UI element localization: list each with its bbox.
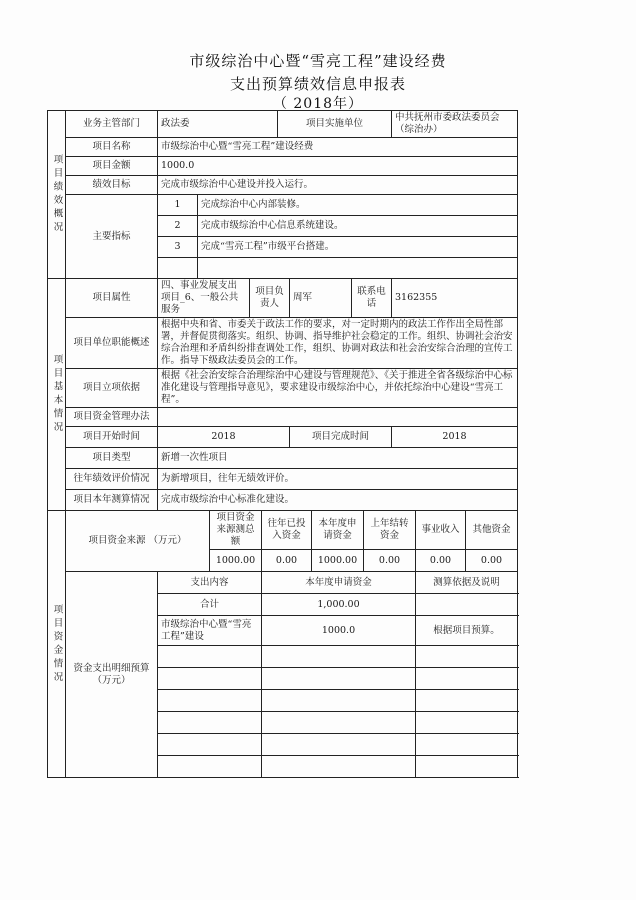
source-header: 往年已投入资金 [262,511,312,550]
detail-header: 支出内容 [158,572,262,594]
source-header: 事业收入 [416,511,466,550]
detail-note [416,646,518,668]
total-label: 合计 [158,594,262,616]
name-value: 市级综治中心暨“雪亮工程”建设经费 [158,138,518,157]
detail-item [158,646,262,668]
type-value: 新增一次性项目 [158,448,518,469]
source-header: 项目资金来源测总额 [210,511,262,550]
amount-value: 1000.0 [158,157,518,176]
owner-label: 项目负责人 [250,279,290,318]
attr-label: 项目属性 [66,279,158,318]
basis-label: 项目立项依据 [66,369,158,408]
total-value: 1,000.00 [262,594,416,616]
detail-item [158,690,262,712]
detail-note [416,756,518,778]
indicator-no: 3 [158,237,198,258]
impl-label: 项目实施单位 [278,111,392,138]
source-value: 0.00 [416,550,466,572]
source-header: 其他资金 [466,511,518,550]
document-title-line1: 市级综治中心暨“雪亮工程”建设经费 [189,52,447,70]
detail-note [416,690,518,712]
target-label: 项目本年测算情况 [66,490,158,511]
eval-value: 为新增项目，往年无绩效评价。 [158,469,518,490]
basic-table [47,278,518,511]
duty-label: 项目单位职能概述 [66,318,158,369]
type-label: 项目类型 [66,448,158,469]
basis-value: 根据《社会治安综合治理综治中心建设与管理规范》、《关于推进全省各级综治中心标准化建设与管理指导意见》，要求建设市级综治中心，并依托综治中心建设“雪亮工程”。 [158,369,518,408]
detail-item [158,712,262,734]
source-value: 0.00 [262,550,312,572]
detail-amount [262,668,416,690]
source-value: 0.00 [466,550,518,572]
indicator-no: 2 [158,216,198,237]
detail-header: 本年度申请资金 [262,572,416,594]
indicator-text: 完成市级综治中心信息系统建设。 [198,216,518,237]
detail-note [416,668,518,690]
indicator-text: 完成“雪亮工程”市级平台搭建。 [198,237,518,258]
goal-label: 绩效目标 [66,176,158,195]
indicators-label: 主要指标 [66,195,158,279]
dept-label: 业务主管部门 [66,111,158,138]
document-year: （ 2018年） [272,96,364,112]
owner-value: 周军 [290,279,352,318]
detail-item: 市级综治中心暨“雪亮工程”建设 [158,616,262,646]
detail-amount: 1000.0 [262,616,416,646]
detail-amount [262,756,416,778]
phone-label: 联系电话 [352,279,392,318]
end-value: 2018 [392,427,518,448]
overview-section-label: 项目绩效概况 [48,111,66,279]
indicator-no: 1 [158,195,198,216]
detail-amount [262,734,416,756]
phone-value: 3162355 [392,279,518,318]
indicator-text: 完成综治中心内部装修。 [198,195,518,216]
fund-mgmt-label: 项目资金管理办法 [66,408,158,427]
indicator-text [198,258,518,279]
funds-table [47,510,518,778]
detail-item [158,734,262,756]
detail-note [416,734,518,756]
source-header: 上年结转资金 [364,511,416,550]
start-value: 2018 [158,427,290,448]
impl-value: 中共抚州市委政法委员会（综治办） [392,111,518,138]
source-value: 0.00 [364,550,416,572]
funds-section-label: 项目资金情况 [48,511,66,778]
indicator-no [158,258,198,279]
source-value: 1000.00 [210,550,262,572]
source-label: 项目资金来源 （万元） [66,511,210,572]
total-note [416,594,518,616]
detail-item [158,668,262,690]
detail-amount [262,690,416,712]
end-label: 项目完成时间 [290,427,392,448]
detail-note: 根据项目预算。 [416,616,518,646]
detail-item [158,756,262,778]
source-header: 本年度申请资金 [312,511,364,550]
dept-value: 政法委 [158,111,278,138]
detail-label: 资金支出明细预算 （万元） [66,572,158,778]
document-title-line2: 支出预算绩效信息申报表 [229,75,406,93]
detail-amount [262,712,416,734]
target-value: 完成市级综治中心标准化建设。 [158,490,518,511]
goal-value: 完成市级综治中心建设并投入运行。 [158,176,518,195]
duty-value: 根据中央和省、市委关于政法工作的要求，对一定时期内的政法工作作出全局性部署，并督促贯彻落实。组织、协调、指导维护社会稳定的工作。组织、协调社会治安综合治理和矛盾纠纷排查调处工作，组织、协调对政法和社会治安综合治理的宣传工作。指导下级政法委员会的工作。 [158,318,518,369]
budget-form [47,110,517,778]
basic-section-label: 项目基本情况 [48,279,66,511]
detail-amount [262,646,416,668]
amount-label: 项目金额 [66,157,158,176]
fund-mgmt-value [158,408,518,427]
name-label: 项目名称 [66,138,158,157]
detail-note [416,712,518,734]
source-value: 1000.00 [312,550,364,572]
attr-value: 四、事业发展支出项目_6、一般公共服务 [158,279,250,318]
start-label: 项目开始时间 [66,427,158,448]
detail-header: 测算依据及说明 [416,572,518,594]
eval-label: 往年绩效评价情况 [66,469,158,490]
overview-table [47,110,518,279]
